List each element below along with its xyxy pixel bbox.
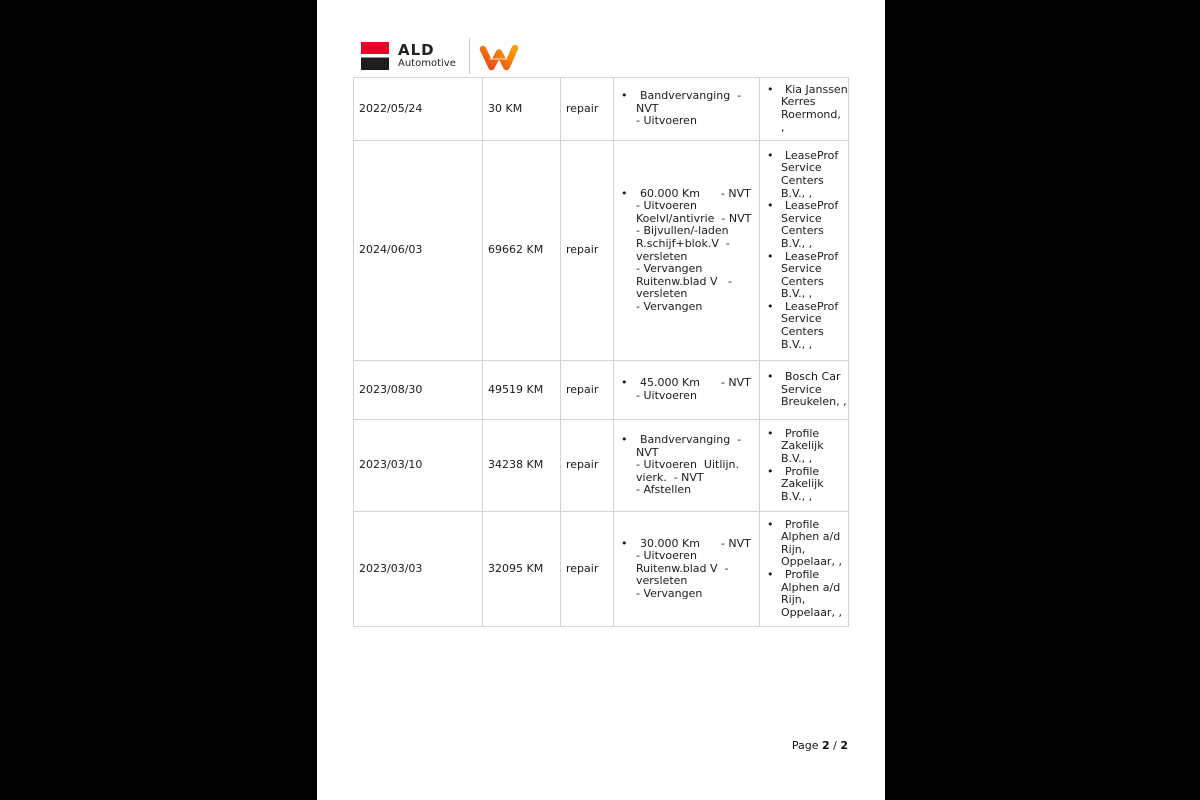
bullet-icon: • <box>621 376 628 390</box>
text-line: vierk. - NVT <box>636 470 704 484</box>
text-line: Profile <box>785 426 820 440</box>
text-line: B.V., , <box>781 489 813 503</box>
description-cell <box>614 78 760 141</box>
page-number <box>353 739 848 752</box>
ald-title: ALD <box>398 40 435 59</box>
text-line: Bosch Car <box>785 370 841 384</box>
bullet-item <box>765 82 848 134</box>
text-line: NVT <box>636 445 659 459</box>
text-line: versleten <box>636 249 688 263</box>
bullet-icon: • <box>767 199 774 213</box>
text-line: Rijn, <box>781 593 806 607</box>
ald-subtitle: Automotive <box>398 57 456 69</box>
leaseplan-w-icon <box>479 42 519 72</box>
maintenance-history-table <box>353 77 849 627</box>
text-line: LeaseProf <box>785 148 839 162</box>
text-line: Alphen a/d <box>781 530 841 544</box>
km-cell: 32095 KM <box>483 512 561 627</box>
text-line: Alphen a/d <box>781 580 841 594</box>
text-line: Profile <box>785 464 820 478</box>
text-line: versleten <box>636 287 688 301</box>
bullet-item <box>765 200 843 250</box>
bullet-lines <box>781 370 847 409</box>
bullet-lines <box>781 428 843 466</box>
ald-logo-text <box>398 40 456 70</box>
bullet-lines <box>781 301 843 351</box>
date-cell: 2023/08/30 <box>354 361 483 420</box>
document-page <box>317 0 885 800</box>
bullet-lines <box>636 90 754 128</box>
bullet-item <box>765 466 843 504</box>
bullet-item <box>619 90 754 128</box>
bullet-item <box>619 434 754 497</box>
text-line: Service <box>781 382 822 396</box>
text-line: - Vervangen <box>636 299 703 313</box>
bullet-icon: • <box>621 433 628 447</box>
text-line: - Afstellen <box>636 483 692 497</box>
service-cell <box>760 361 849 420</box>
text-line: LeaseProf <box>785 199 839 213</box>
text-line: B.V., , <box>781 287 813 301</box>
bullet-lines <box>781 200 843 250</box>
text-line: Centers <box>781 325 824 339</box>
date-cell: 2023/03/10 <box>354 420 483 512</box>
bullet-icon: • <box>767 370 774 384</box>
bullet-item <box>765 519 843 569</box>
text-line: - Uitvoeren Uitlijn. <box>636 458 739 472</box>
description-cell <box>614 141 760 361</box>
service-cell <box>760 141 849 361</box>
text-line: Centers <box>781 274 824 288</box>
text-line: Kerres <box>781 95 816 109</box>
bullet-lines <box>636 434 754 497</box>
text-line: Profile <box>785 568 820 581</box>
text-line: - Uitvoeren <box>636 549 697 563</box>
bullet-lines <box>781 569 843 619</box>
bullet-item <box>765 150 843 200</box>
header-logos <box>361 38 519 74</box>
ald-logo-icon <box>361 42 389 70</box>
bullet-icon: • <box>767 517 774 531</box>
text-line: B.V., , <box>781 236 813 250</box>
bullet-lines <box>636 538 754 601</box>
text-line: Bandvervanging - <box>640 89 742 103</box>
type-cell: repair <box>561 141 614 361</box>
page-total: 2 <box>840 739 848 752</box>
text-line: Rijn, <box>781 542 806 556</box>
bullet-item <box>765 428 843 466</box>
bullet-item <box>765 301 843 351</box>
bullet-item <box>765 370 847 409</box>
bullet-item <box>765 569 843 619</box>
text-line: Service <box>781 211 822 225</box>
text-line: 30.000 Km - NVT <box>640 536 751 550</box>
text-line: Ruitenw.blad V - <box>636 561 729 575</box>
type-cell: repair <box>561 420 614 512</box>
text-line: B.V., , <box>781 186 813 200</box>
text-line: 45.000 Km - NVT <box>640 376 751 390</box>
date-cell: 2023/03/03 <box>354 512 483 627</box>
bullet-item <box>619 188 754 314</box>
text-line: versleten <box>636 574 688 588</box>
bullet-item <box>619 538 754 601</box>
bullet-icon: • <box>767 426 774 440</box>
bullet-icon: • <box>767 568 774 581</box>
text-line: Ruitenw.blad V - <box>636 274 732 288</box>
text-line: Koelvl/antivrie - NVT <box>636 211 752 225</box>
km-cell: 34238 KM <box>483 420 561 512</box>
text-line: NVT <box>636 101 659 115</box>
km-cell: 30 KM <box>483 78 561 141</box>
type-cell: repair <box>561 512 614 627</box>
service-cell <box>760 78 849 141</box>
bullet-icon: • <box>767 249 774 263</box>
description-cell <box>614 512 760 627</box>
text-line: - Vervangen <box>636 262 703 276</box>
bullet-icon: • <box>621 186 628 200</box>
bullet-lines <box>781 519 843 569</box>
text-line: - Uitvoeren <box>636 114 697 128</box>
text-line: Oppelaar, , <box>781 555 842 569</box>
bullet-icon: • <box>767 82 774 96</box>
bullet-lines <box>636 188 754 314</box>
bullet-icon: • <box>621 89 628 103</box>
text-line: - Bijvullen/-laden <box>636 224 729 238</box>
km-cell: 69662 KM <box>483 141 561 361</box>
page-label: Page <box>791 739 819 752</box>
bullet-lines <box>781 466 843 504</box>
bullet-icon: • <box>767 299 774 313</box>
text-line: Oppelaar, , <box>781 605 842 619</box>
text-line: B.V., , <box>781 337 813 351</box>
text-line: Service <box>781 312 822 326</box>
text-line: Profile <box>785 517 820 531</box>
text-line: 60.000 Km - NVT <box>640 186 751 200</box>
page-separator: / <box>833 739 837 752</box>
text-line: Zakelijk <box>781 477 824 491</box>
service-cell <box>760 420 849 512</box>
table-row <box>354 141 849 361</box>
logo-divider <box>469 38 470 74</box>
bullet-icon: • <box>621 536 628 550</box>
service-cell <box>760 512 849 627</box>
table-row <box>354 420 849 512</box>
text-line: , <box>781 120 785 134</box>
km-cell: 49519 KM <box>483 361 561 420</box>
text-line: Zakelijk <box>781 439 824 453</box>
text-line: - Uitvoeren <box>636 389 697 402</box>
type-cell: repair <box>561 361 614 420</box>
page-current: 2 <box>821 739 830 752</box>
text-line: - Vervangen <box>636 586 703 600</box>
text-line: Centers <box>781 224 824 238</box>
text-line: Breukelen, , <box>781 395 847 409</box>
description-cell <box>614 361 760 420</box>
bullet-lines <box>781 251 843 301</box>
date-cell: 2022/05/24 <box>354 78 483 141</box>
bullet-icon: • <box>767 148 774 162</box>
type-cell: repair <box>561 78 614 141</box>
text-line: B.V., , <box>781 451 813 465</box>
text-line: Centers <box>781 173 824 187</box>
table-row <box>354 512 849 627</box>
text-line: - Uitvoeren <box>636 199 697 213</box>
text-line: Kia Janssen <box>785 82 848 96</box>
bullet-lines <box>636 377 754 402</box>
text-line: Roermond, <box>781 108 841 121</box>
text-line: R.schijf+blok.V - <box>636 236 730 250</box>
text-line: Bandvervanging - <box>640 433 742 447</box>
bullet-icon: • <box>767 464 774 478</box>
date-cell: 2024/06/03 <box>354 141 483 361</box>
description-cell <box>614 420 760 512</box>
table-row <box>354 78 849 141</box>
table-body <box>354 78 849 627</box>
text-line: Service <box>781 262 822 276</box>
bullet-lines <box>781 82 848 134</box>
text-line: LeaseProf <box>785 249 839 263</box>
text-line: Service <box>781 161 822 175</box>
bullet-item <box>765 251 843 301</box>
text-line: LeaseProf <box>785 299 839 313</box>
bullet-lines <box>781 150 843 200</box>
leaseplan-label: LeasePlan <box>489 57 508 61</box>
table-row <box>354 361 849 420</box>
bullet-item <box>619 377 754 402</box>
